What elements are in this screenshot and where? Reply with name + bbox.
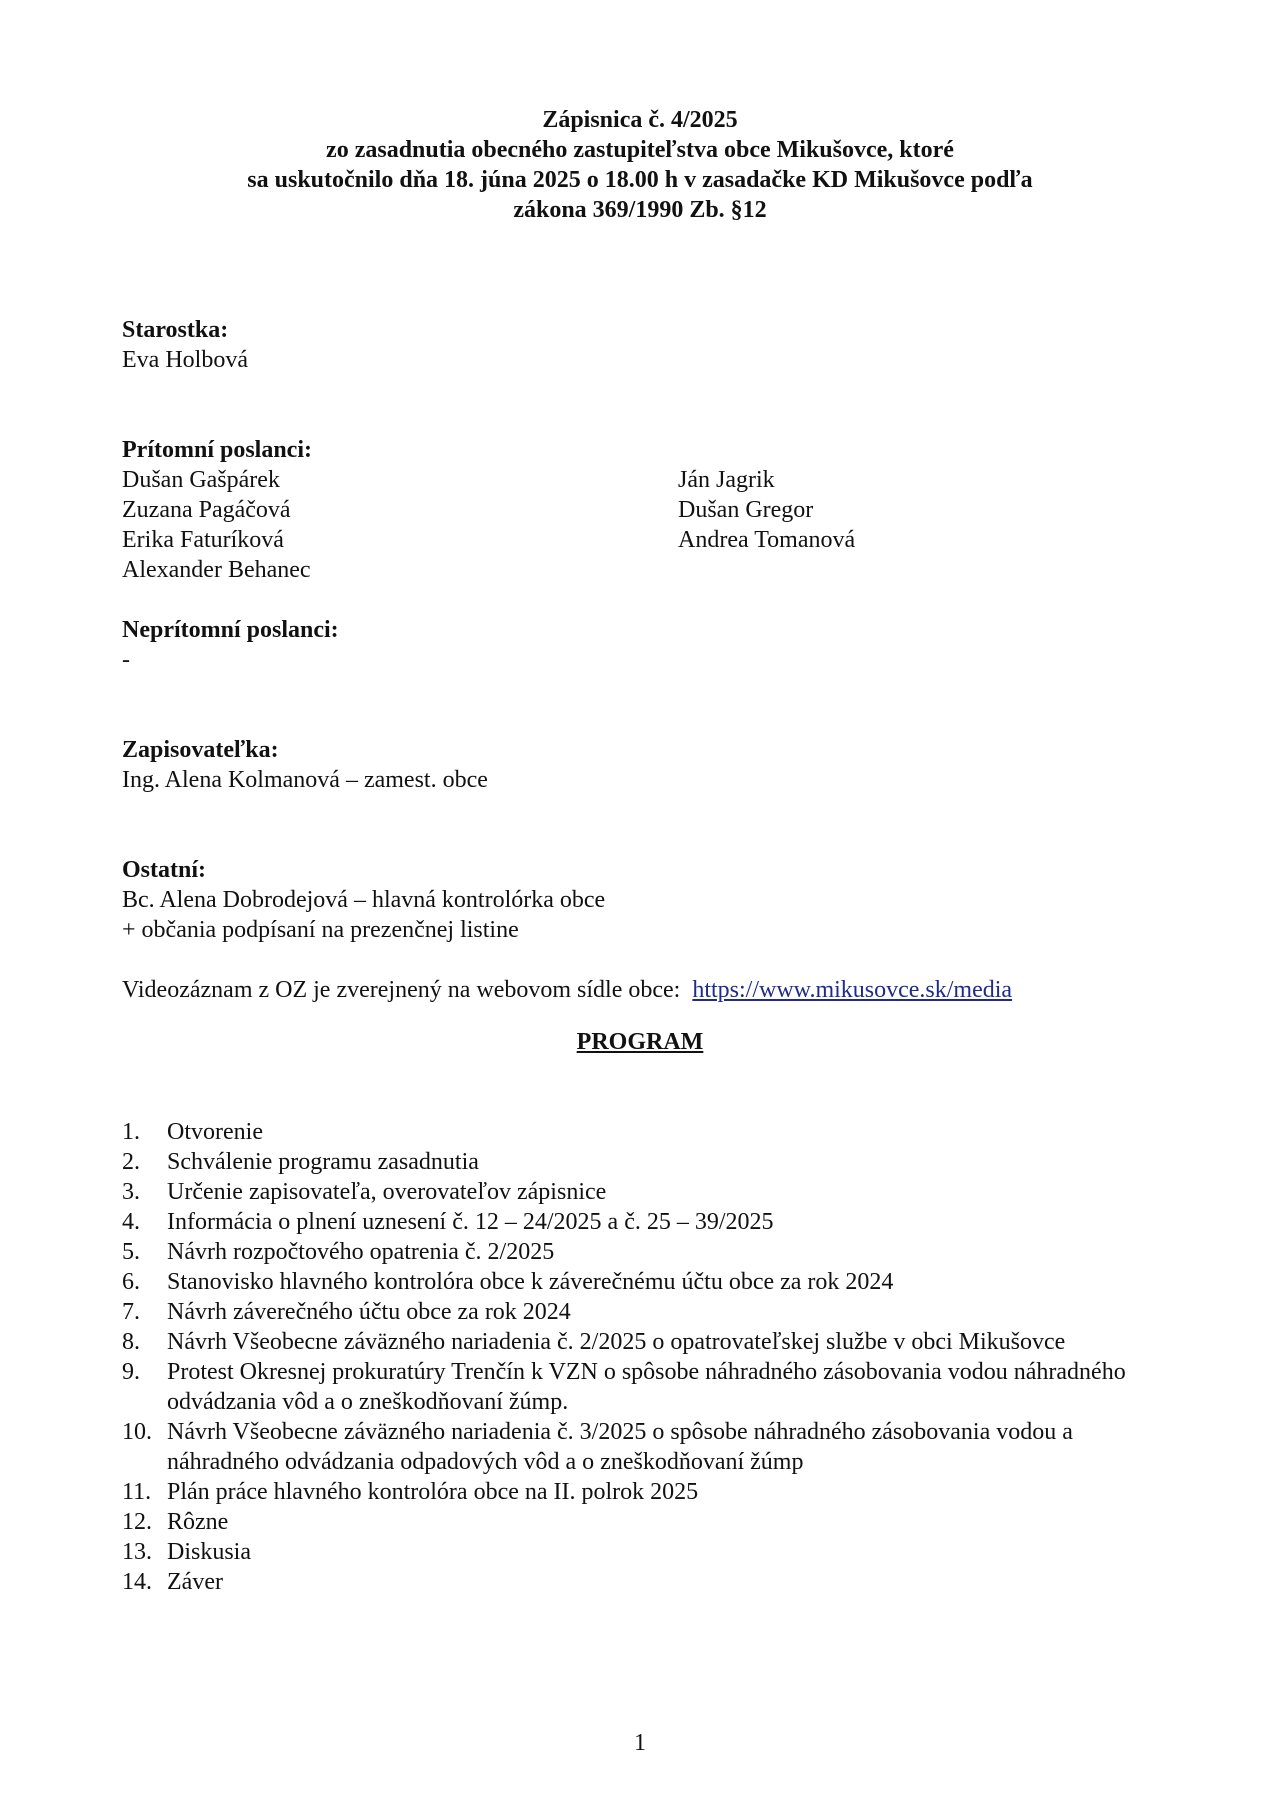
title-line-3: sa uskutočnilo dňa 18. júna 2025 o 18.00 h v zasadačke KD Mikušovce podľa (247, 167, 1033, 193)
program-item (122, 1297, 1172, 1327)
program-item (122, 1237, 1172, 1267)
present-member: Dušan Gašpárek (122, 467, 280, 493)
program-item-number: 14. (122, 1569, 152, 1595)
absent-members-value: - (122, 647, 130, 673)
page-number: 1 (634, 1730, 646, 1756)
absent-members-label: Neprítomní poslanci: (122, 617, 339, 643)
others-label: Ostatní: (122, 857, 206, 883)
present-member: Alexander Behanec (122, 557, 311, 583)
program-item-number: 1. (122, 1119, 140, 1145)
video-record-text: Videozáznam z OZ je zverejnený na webovom sídle obce: (122, 977, 681, 1003)
present-members-section (122, 435, 1172, 585)
program-item (122, 1117, 1172, 1147)
program-item (122, 1327, 1172, 1357)
recorder-section (122, 735, 1172, 795)
title-line-4: zákona 369/1990 Zb. §12 (513, 197, 767, 223)
program-item-number: 10. (122, 1419, 152, 1445)
video-record-line (122, 975, 1172, 1005)
program-item-text: Návrh záverečného účtu obce za rok 2024 (167, 1299, 571, 1325)
program-item-number: 4. (122, 1209, 140, 1235)
program-item-text: Diskusia (167, 1539, 251, 1565)
program-item-text: Informácia o plnení uznesení č. 12 – 24/2025 a č. 25 – 39/2025 (167, 1209, 774, 1235)
program-item-number: 2. (122, 1149, 140, 1175)
program-item-text: Stanovisko hlavného kontrolóra obce k záverečnému účtu obce za rok 2024 (167, 1269, 894, 1295)
recorder-value: Ing. Alena Kolmanová – zamest. obce (122, 767, 488, 793)
present-member: Andrea Tomanová (678, 527, 856, 553)
program-item-number: 11. (122, 1479, 152, 1505)
document-title (0, 105, 1280, 225)
program-item-number: 6. (122, 1269, 140, 1295)
program-item-number: 7. (122, 1299, 140, 1325)
mayor-name: Eva Holbová (122, 347, 248, 373)
present-member: Zuzana Pagáčová (122, 497, 291, 523)
title-line-1: Zápisnica č. 4/2025 (542, 107, 738, 133)
present-members-right-column (678, 465, 1078, 585)
program-item (122, 1477, 1172, 1507)
program-item-text: Schválenie programu zasadnutia (167, 1149, 479, 1175)
present-members-left-column (122, 465, 678, 585)
program-item (122, 1207, 1172, 1237)
present-members-label: Prítomní poslanci: (122, 437, 312, 463)
mayor-label: Starostka: (122, 317, 229, 343)
program-item-number: 13. (122, 1539, 152, 1565)
program-item (122, 1537, 1172, 1567)
present-member: Erika Faturíková (122, 527, 284, 553)
absent-members-section (122, 615, 1172, 675)
program-item-number: 9. (122, 1359, 140, 1385)
program-item-text: Protest Okresnej prokuratúry Trenčín k VZN o spôsobe náhradného zásobovania vodou náhradného odvádzania vôd a o zneškodňovaní žúmp. (167, 1359, 1126, 1415)
program-item (122, 1267, 1172, 1297)
program-item-text: Záver (167, 1569, 223, 1595)
program-heading: PROGRAM (576, 1029, 704, 1055)
program-item (122, 1177, 1172, 1207)
program-item-number: 8. (122, 1329, 140, 1355)
program-item-text: Rôzne (167, 1509, 229, 1535)
title-line-2: zo zasadnutia obecného zastupiteľstva obce Mikušovce, ktoré (326, 137, 954, 163)
program-list (122, 1117, 1172, 1597)
program-item-text: Otvorenie (167, 1119, 263, 1145)
program-item-text: Návrh rozpočtového opatrenia č. 2/2025 (167, 1239, 555, 1265)
others-line-1: Bc. Alena Dobrodejová – hlavná kontrolórka obce (122, 887, 606, 913)
program-item (122, 1357, 1172, 1417)
program-item-number: 12. (122, 1509, 152, 1535)
video-record-link[interactable]: https://www.mikusovce.sk/media (692, 977, 1013, 1003)
others-section (122, 855, 1172, 945)
program-item (122, 1417, 1172, 1477)
present-member: Ján Jagrik (678, 467, 775, 493)
program-item-text: Návrh Všeobecne záväzného nariadenia č. 3/2025 o spôsobe náhradného zásobovania vodou a náhradného odvádzania odpadových vôd a o zneškodňovaní žúmp (167, 1419, 1073, 1475)
program-item-text: Návrh Všeobecne záväzného nariadenia č. 2/2025 o opatrovateľskej službe v obci Mikušovce (167, 1329, 1066, 1355)
present-members-columns (122, 465, 1172, 585)
program-item (122, 1507, 1172, 1537)
program-item-number: 5. (122, 1239, 140, 1265)
program-item-text: Určenie zapisovateľa, overovateľov zápisnice (167, 1179, 607, 1205)
program-item (122, 1567, 1172, 1597)
program-item-number: 3. (122, 1179, 140, 1205)
mayor-section (122, 315, 1172, 375)
present-member: Dušan Gregor (678, 497, 814, 523)
program-item-text: Plán práce hlavného kontrolóra obce na II. polrok 2025 (167, 1479, 699, 1505)
program-item (122, 1147, 1172, 1177)
recorder-label: Zapisovateľka: (122, 737, 279, 763)
others-line-2: + občania podpísaní na prezenčnej listine (122, 917, 519, 943)
